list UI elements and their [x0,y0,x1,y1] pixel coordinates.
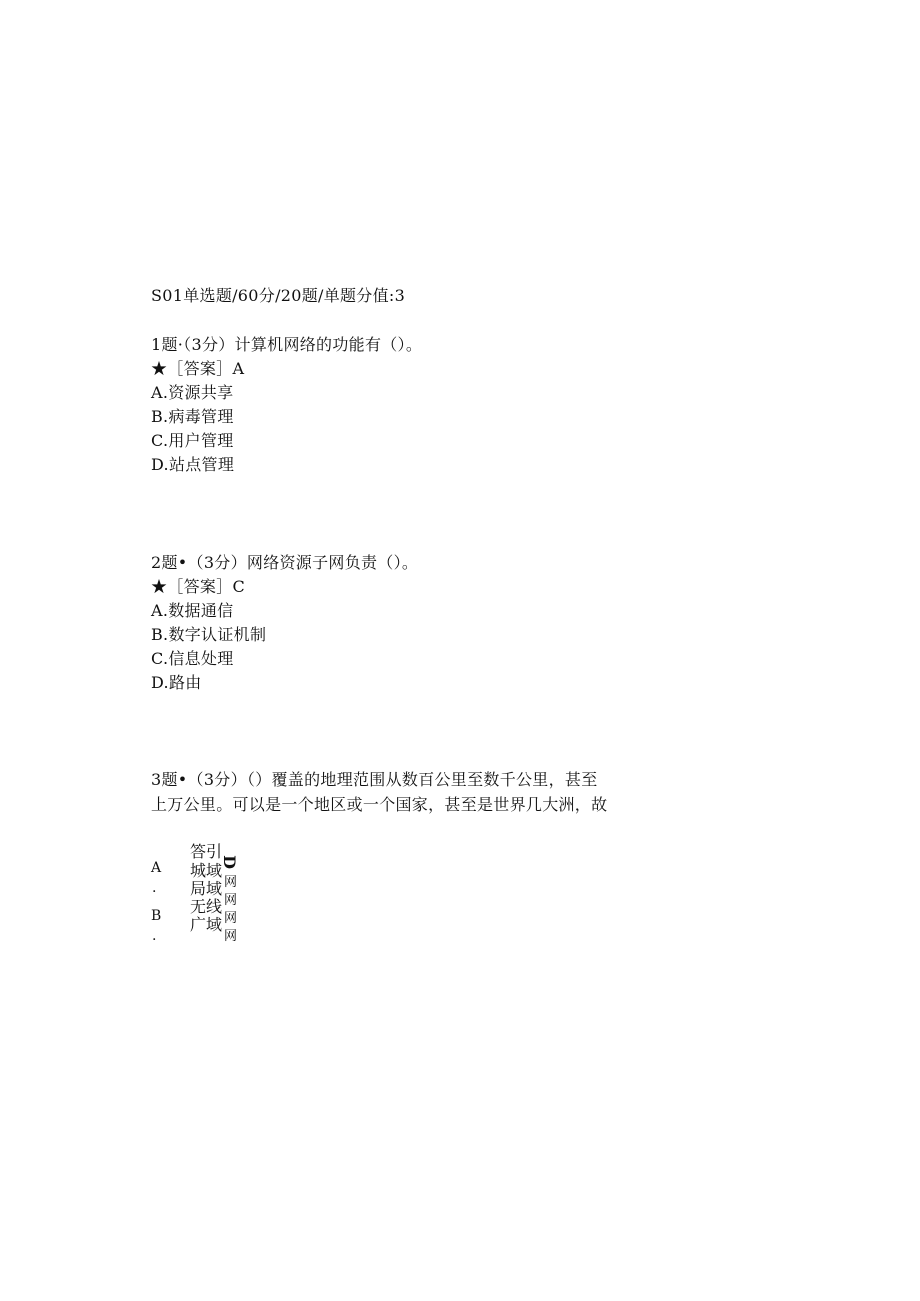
option-a: A.资源共享 [151,383,234,402]
option-c: C.用户管理 [151,431,234,450]
answer-line: ★［答案］C [151,577,246,596]
question-title: 2题•（3分）网络资源子网负责（）。 [151,553,419,572]
section-header: S01单选题/60分/20题/单题分值:3 [151,286,406,305]
option-c: C.信息处理 [151,649,234,668]
option-d: D.站点管理 [151,455,235,474]
option-dot-a: . [152,880,157,896]
option-letter-b: B [151,908,162,924]
option-fragment-4: 广域 [190,915,223,934]
option-a: A.数据通信 [151,601,234,620]
option-fragment-3: 无线 [190,897,223,916]
option-suffix-4: 网 [224,929,238,944]
option-suffix-3: 网 [224,911,238,926]
option-d: D.路由 [151,673,202,692]
rotated-letter: D [219,855,239,869]
question-title-line-1: 3题•（3分）（）覆盖的地理范围从数百公里至数千公里，甚至 [151,770,598,789]
option-b: B.数字认证机制 [151,625,267,644]
question-title: 1题·（3分）计算机网络的功能有（）。 [151,335,423,354]
question-title-line-2: 上万公里。可以是一个地区或一个国家，甚至是世界几大洲，故 [151,795,608,814]
answer-line: ★［答案］A [151,359,245,378]
option-dot-b: . [152,928,157,944]
answer-label-fragment: 答引 [190,842,223,861]
option-fragment-2: 局域 [190,879,223,898]
option-letter-a: A [151,860,162,876]
option-suffix-2: 网 [224,893,238,908]
option-suffix-1: 网 [224,875,238,890]
option-fragment-1: 城域 [190,861,223,880]
option-b: B.病毒管理 [151,407,234,426]
